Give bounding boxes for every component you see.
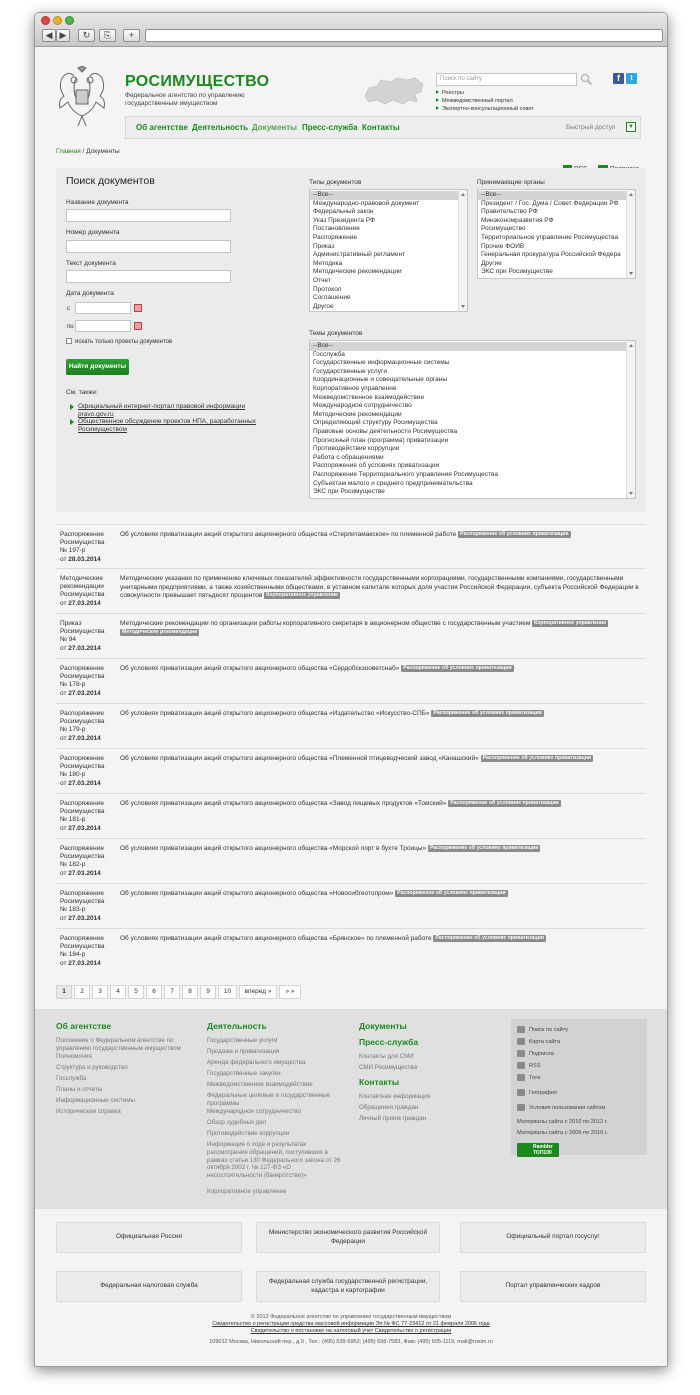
theme-option[interactable]: Правовые основы деятельности Росимущества: [313, 427, 458, 435]
tag-icon[interactable]: [517, 1074, 525, 1081]
doc-title-text[interactable]: Об условиях приватизации акций открытого акционерного общества «Стерлитамакское» по племенной работе: [120, 531, 457, 538]
theme-option[interactable]: ЭКС при Росимуществе: [313, 488, 385, 496]
table-row[interactable]: [56, 658, 646, 703]
footer-link[interactable]: Продажа и приватизация: [207, 1048, 280, 1055]
page-button[interactable]: 2: [74, 985, 90, 999]
share-button[interactable]: ⎘: [99, 29, 116, 42]
doc-number: № 181-р: [60, 816, 86, 824]
doc-date: [60, 645, 120, 653]
type-option[interactable]: --Все--: [310, 191, 467, 200]
doc-type: Распоряжение Росимущества: [60, 935, 105, 951]
only-projects-checkbox[interactable]: искать только проекты документов: [66, 338, 172, 345]
doc-number-label: Номер документа: [66, 229, 120, 236]
rss-icon[interactable]: [517, 1062, 525, 1069]
table-row[interactable]: [56, 613, 646, 658]
type-option[interactable]: Федеральный закон: [313, 208, 374, 216]
doc-date-prefix: от: [60, 869, 69, 877]
doc-tag-badge[interactable]: Методические рекомендации: [122, 628, 198, 635]
doc-meta: [60, 620, 120, 653]
orgs-listbox[interactable]: [477, 189, 636, 279]
doc-number: № 94: [60, 636, 77, 644]
themes-scrollbar[interactable]: [626, 341, 635, 498]
doc-title[interactable]: [120, 890, 642, 899]
brand-subtitle: Федеральное агентство по управлению государственным имуществом: [125, 92, 245, 107]
forward-button[interactable]: ▶: [56, 29, 70, 42]
partner-link[interactable]: Федеральная налоговая служба: [56, 1271, 242, 1302]
date-to-input[interactable]: [75, 320, 131, 332]
footer-link[interactable]: СМИ Росимущества: [359, 1064, 418, 1071]
doc-tag-badge[interactable]: Корпоративное управление: [266, 592, 339, 598]
doc-name-input[interactable]: [66, 209, 231, 222]
site-footer: [35, 1009, 667, 1209]
theme-option[interactable]: Международное сотрудничество: [313, 402, 412, 410]
org-option[interactable]: ЭКС при Росимуществе: [481, 268, 553, 276]
table-row[interactable]: [56, 793, 646, 838]
doc-tag-badge[interactable]: Распоряжение об условиях приватизации: [403, 665, 512, 671]
doc-date: [60, 780, 120, 788]
nav-about[interactable]: Об агентстве: [136, 123, 188, 132]
doc-date-prefix: от: [60, 599, 69, 607]
doc-date-prefix: от: [60, 644, 69, 652]
footer-link[interactable]: Контактная информация: [359, 1093, 431, 1100]
zoom-window-button[interactable]: [65, 16, 74, 25]
footer-link[interactable]: Федеральные целевые и государственные программы: [207, 1092, 330, 1107]
doc-date-value: 27.03.2014: [68, 779, 101, 787]
partner-link[interactable]: Официальная Россия: [56, 1222, 242, 1253]
doc-date: [60, 690, 120, 698]
doc-title[interactable]: [120, 845, 642, 854]
footer-link[interactable]: Личный прием граждан: [359, 1115, 427, 1122]
doc-date-value: 27.03.2014: [68, 599, 101, 607]
type-option[interactable]: Соглашение: [313, 294, 351, 302]
date-from-input[interactable]: [75, 302, 131, 314]
theme-option[interactable]: Распоряжение об условиях приватизации: [313, 462, 440, 470]
doc-meta: [60, 710, 120, 743]
footer-about-title[interactable]: Об агентстве: [56, 1021, 112, 1031]
breadcrumb: Главная / Документы: [56, 148, 120, 155]
theme-option[interactable]: Корпоративное управление: [313, 384, 397, 392]
orgs-scrollbar[interactable]: [626, 190, 635, 278]
doc-tag-badge[interactable]: Распоряжение об условиях приватизации: [460, 531, 569, 537]
rambler-counter[interactable]: Rambler ТОП100: [517, 1143, 559, 1157]
doc-number: № 184-р: [60, 951, 86, 959]
doc-date: [60, 600, 120, 608]
minimize-window-button[interactable]: [53, 16, 62, 25]
doc-date: [60, 870, 120, 878]
doc-title-text[interactable]: Об условиях приватизации акций открытого акционерного общества «Морской порт в бухте Троицы»: [120, 845, 427, 852]
page-button[interactable]: 1: [56, 985, 72, 999]
org-option[interactable]: Генеральная прокуратура Российской Федера: [481, 251, 621, 259]
doc-type: Распоряжение Росимущества: [60, 755, 105, 771]
doc-type: Распоряжение Росимущества: [60, 800, 105, 816]
doc-date: [60, 960, 120, 968]
doc-tag-badge[interactable]: Распоряжение об условиях приватизации: [435, 935, 544, 941]
doc-number: № 178-р: [60, 681, 86, 689]
footer-link[interactable]: Структура и руководство: [56, 1064, 128, 1071]
doc-tag-badge[interactable]: Распоряжение об условиях приватизации: [433, 710, 542, 716]
page-button[interactable]: 3: [92, 985, 108, 999]
search-icon[interactable]: [517, 1026, 525, 1033]
doc-date-value: 27.03.2014: [68, 644, 101, 652]
doc-date-prefix: от: [60, 824, 69, 832]
footer-link[interactable]: Межведомственное взаимодействие: [207, 1081, 313, 1088]
type-option[interactable]: Международно-правовой документ: [313, 199, 420, 207]
pravo-gov-link[interactable]: Официальный интернет-портал правовой информации pravo.gov.ru: [78, 403, 278, 419]
theme-option[interactable]: Межведомственное взаимодействие: [313, 393, 425, 401]
sitemap-icon[interactable]: [517, 1038, 525, 1045]
types-label: Типы документов: [309, 179, 362, 186]
table-row[interactable]: [56, 838, 646, 883]
doc-type: Приказ Росимущества: [60, 620, 105, 636]
breadcrumb-home[interactable]: Главная: [56, 148, 81, 155]
search-icon[interactable]: [580, 73, 593, 86]
type-option[interactable]: Указ Президента РФ: [313, 216, 376, 224]
nav-documents[interactable]: Документы: [252, 123, 297, 132]
page-button[interactable]: 9: [200, 985, 216, 999]
new-tab-button[interactable]: +: [123, 29, 140, 42]
org-option[interactable]: Президент / Гос. Дума / Совет Федерации РФ: [481, 199, 619, 207]
last-page-button[interactable]: » »: [279, 985, 301, 999]
main-nav: [125, 116, 641, 139]
org-option[interactable]: Прочие ФОИВ: [481, 242, 525, 250]
doc-title[interactable]: [120, 710, 642, 719]
footer-service-link[interactable]: Подписка: [529, 1051, 554, 1057]
doc-title-text[interactable]: Об условиях приватизации акций открытого акционерного общества «Племенной птицеводческий завод «Канашский»: [120, 755, 479, 762]
doc-meta: [60, 935, 120, 968]
nav-activity[interactable]: Деятельность: [192, 123, 249, 132]
doc-date: [60, 735, 120, 743]
orgs-label: Принимающие органы: [477, 179, 545, 186]
doc-text-input[interactable]: [66, 270, 231, 283]
table-row[interactable]: [56, 524, 646, 568]
doc-title-text[interactable]: Методические рекомендации по организации работы корпоративного секретаря в акционерном обществе с государственным участием: [120, 620, 531, 627]
footer-service-link[interactable]: Карта сайта: [529, 1039, 561, 1045]
doc-meta: [60, 755, 120, 788]
theme-option[interactable]: Прогнозный план (программа) приватизации: [313, 436, 449, 444]
doc-date-value: 27.03.2014: [68, 734, 101, 742]
org-option[interactable]: Другие: [481, 259, 502, 267]
doc-meta: [60, 665, 120, 698]
next-page-button[interactable]: вперед »: [239, 985, 277, 999]
doc-date-label: Дата документа: [66, 290, 114, 297]
doc-date-prefix: от: [60, 555, 69, 563]
table-row[interactable]: [56, 883, 646, 928]
doc-text-label: Текст документа: [66, 260, 116, 267]
see-also-label: См. также:: [66, 389, 98, 396]
quick-link-portal[interactable]: Межведомственный портал: [436, 98, 513, 104]
footer-link[interactable]: Информация о ходе и результатах рассмотрения обращений, поступивших в рамках статьи 130 Федерального закона от 26 октября 2002 г. № 127-ФЗ «О несостоятельности (банкротстве)»: [207, 1141, 341, 1180]
doc-tag-badge[interactable]: Распоряжение об условиях приватизации: [429, 845, 539, 851]
doc-date: [60, 556, 120, 564]
back-button[interactable]: ◀: [42, 29, 56, 42]
doc-title-text[interactable]: Методические указания по применению ключевых показателей эффективности государственными корпорациями, государственными компаниями, государственными унитарными предприятиями, а также хозяйственными обществами, в уставном капитале которых доля участия Российской Федерации, субъекта Российской Федерации в совокупности превышает пятьдесят процентов: [120, 575, 639, 599]
footer-link[interactable]: Обращения граждан: [359, 1104, 419, 1111]
partner-link[interactable]: Федеральная служба государственной регистрации, кадастра и картографии: [256, 1271, 440, 1302]
doc-number: № 179-р: [60, 726, 86, 734]
doc-title[interactable]: [120, 935, 642, 944]
doc-meta: [60, 531, 120, 564]
theme-option[interactable]: Работа с обращениями: [313, 453, 384, 461]
footer-link[interactable]: Обзор судебных дел: [207, 1119, 267, 1126]
browser-toolbar: [35, 13, 667, 47]
breadcrumb-current: Документы: [86, 148, 120, 155]
doc-title[interactable]: [120, 800, 642, 809]
doc-number: № 180-р: [60, 771, 86, 779]
russia-map-icon[interactable]: [363, 74, 425, 108]
page-button[interactable]: 4: [110, 985, 126, 999]
table-row[interactable]: [56, 703, 646, 748]
copyright: © 2012 Федеральное агентство по управлению государственным имуществом: [250, 1314, 452, 1320]
site-search-input[interactable]: Поиск по сайту: [436, 73, 577, 86]
doc-title-text[interactable]: Об условиях приватизации акций открытого акционерного общества «Новосибгеотопром»: [120, 890, 394, 897]
footer-link[interactable]: Полномочия: [56, 1053, 92, 1060]
footer-link[interactable]: Государственные услуги: [207, 1037, 278, 1044]
footer-contacts-title[interactable]: Контакты: [359, 1077, 400, 1087]
twitter-icon[interactable]: t: [626, 73, 637, 84]
theme-option[interactable]: Субъектам малого и среднего предпринимательства: [313, 479, 473, 487]
themes-listbox[interactable]: [309, 340, 636, 499]
partner-link[interactable]: Министерство экономического развития Российской Федерации: [256, 1222, 440, 1253]
fast-access-dropdown[interactable]: ▼: [626, 122, 636, 132]
footer-link[interactable]: Планы и отчеты: [56, 1086, 103, 1093]
find-documents-button[interactable]: Найти документы: [66, 359, 129, 375]
page-button[interactable]: 8: [182, 985, 198, 999]
footer-link[interactable]: Положение о Федеральном агентстве по управлению государственным имуществом: [56, 1037, 181, 1052]
doc-number-input[interactable]: [66, 240, 231, 253]
doc-type: Распоряжение Росимущества: [60, 710, 105, 726]
doc-date-value: 27.03.2014: [68, 869, 101, 877]
footer-link[interactable]: Международное сотрудничество: [207, 1108, 301, 1115]
document-search-panel: [56, 168, 646, 512]
footer-documents-title[interactable]: Документы: [359, 1021, 407, 1031]
doc-date: [60, 825, 120, 833]
footer-activity-title[interactable]: Деятельность: [207, 1021, 267, 1031]
terms-icon[interactable]: [517, 1104, 525, 1111]
type-option[interactable]: Постановление: [313, 225, 360, 233]
nav-press[interactable]: Пресс-служба: [302, 123, 358, 132]
date-from-label: с: [67, 306, 70, 312]
media-registration-link[interactable]: Свидетельство о регистрации средства массовой информации Эл № ФС 77-23412 от 21 февраля 2006 года: [212, 1321, 490, 1327]
calendar-icon[interactable]: [134, 322, 142, 330]
partner-link[interactable]: Портал управленческих кадров: [460, 1271, 646, 1302]
doc-title[interactable]: [120, 620, 642, 637]
doc-title[interactable]: [120, 531, 642, 540]
doc-date-prefix: от: [60, 914, 69, 922]
footer-service-link[interactable]: Поиск по сайту: [529, 1027, 569, 1033]
doc-meta: [60, 890, 120, 923]
doc-title[interactable]: [120, 575, 642, 601]
type-option[interactable]: Приказ: [313, 242, 335, 250]
theme-option[interactable]: Определяющий структуру Росимущества: [313, 419, 438, 427]
type-option[interactable]: Административный регламент: [313, 251, 406, 259]
footer-link[interactable]: Корпоративное управление: [207, 1188, 287, 1195]
footer-link[interactable]: Госслужба: [56, 1075, 87, 1082]
theme-option[interactable]: Государственные информационные системы: [313, 359, 450, 367]
doc-title-text[interactable]: Об условиях приватизации акций открытого акционерного общества «Сердобскзооветснаб»: [120, 665, 400, 672]
doc-number: № 182-р: [60, 861, 86, 869]
theme-option[interactable]: Госслужба: [313, 350, 345, 358]
table-row[interactable]: [56, 928, 646, 973]
doc-title-text[interactable]: Об условиях приватизации акций открытого акционерного общества «Издательство «Искусство-СПБ»: [120, 710, 430, 717]
doc-title[interactable]: [120, 755, 642, 764]
org-option[interactable]: Правительство РФ: [481, 208, 538, 216]
theme-option[interactable]: Координационные и совещательные органы: [313, 376, 448, 384]
fast-access-label: Быстрый доступ: [566, 124, 616, 131]
table-row[interactable]: [56, 748, 646, 793]
type-option[interactable]: Протокол: [313, 285, 342, 293]
page-button[interactable]: 6: [146, 985, 162, 999]
theme-option[interactable]: --Все--: [310, 342, 635, 351]
doc-date-prefix: от: [60, 689, 69, 697]
page-button[interactable]: 7: [164, 985, 180, 999]
browser-window: [34, 12, 668, 1367]
doc-date-prefix: от: [60, 734, 69, 742]
doc-meta: [60, 800, 120, 833]
theme-option[interactable]: Противодействие коррупции: [313, 445, 400, 453]
doc-tag-badge[interactable]: Распоряжение об условиях приватизации: [482, 755, 592, 761]
types-scrollbar[interactable]: [458, 190, 467, 311]
footer-service-link[interactable]: Теги: [529, 1075, 541, 1081]
archive-link[interactable]: Материалы сайта с 2006 по 2010 г.: [517, 1130, 608, 1136]
table-row[interactable]: [56, 568, 646, 613]
doc-number: № 197-р: [60, 547, 86, 555]
doc-date-prefix: от: [60, 779, 69, 787]
footer-service-box: [511, 1019, 647, 1155]
footer-link[interactable]: Аренда федерального имущества: [207, 1059, 306, 1066]
doc-title-text[interactable]: Об условиях приватизации акций открытого акционерного общества «Завод пищевых продуктов «Томский»: [120, 800, 447, 807]
checkbox-icon[interactable]: [66, 338, 72, 344]
org-option[interactable]: Минэкономразвития РФ: [481, 216, 554, 224]
type-option[interactable]: Распоряжение: [313, 233, 357, 241]
page-button[interactable]: 10: [218, 985, 237, 999]
doc-title-text[interactable]: Об условиях приватизации акций открытого акционерного общества «Брянское» по племенной работе: [120, 935, 432, 942]
nav-contacts[interactable]: Контакты: [362, 123, 400, 132]
search-title: Поиск документов: [66, 175, 155, 187]
org-option[interactable]: --Все--: [478, 191, 635, 200]
doc-date-value: 27.03.2014: [68, 959, 101, 967]
doc-type: Распоряжение Росимущества: [60, 531, 105, 547]
doc-meta: [60, 845, 120, 878]
footer-service-link[interactable]: RSS: [529, 1063, 541, 1069]
type-option[interactable]: Методика: [313, 259, 343, 267]
footer-link[interactable]: Контакты для СМИ: [359, 1053, 414, 1060]
archive-link[interactable]: Материалы сайта с 2010 по 2012 г.: [517, 1119, 608, 1125]
tax-registration-links[interactable]: Свидетельство о постановке на налоговый учет Свидетельство о регистрации: [250, 1328, 452, 1334]
geo-pin-icon[interactable]: [517, 1089, 525, 1096]
doc-number: № 183-р: [60, 906, 86, 914]
doc-date-value: 28.03.2014: [68, 555, 101, 563]
footer-service-link[interactable]: География: [529, 1090, 557, 1096]
doc-tag-badge[interactable]: Распоряжение об условиях приватизации: [450, 800, 559, 806]
doc-tag-badge[interactable]: Корпоративное управление: [534, 620, 607, 626]
doc-type: Методические рекомендации Росимущества: [60, 575, 105, 599]
theme-option[interactable]: Распоряжение Территориального управления Росимущества: [313, 470, 498, 478]
org-option[interactable]: Территориальное управление Росимущества: [481, 233, 619, 241]
doc-type: Распоряжение Росимущества: [60, 665, 105, 681]
doc-type: Распоряжение Росимущества: [60, 890, 105, 906]
type-option[interactable]: Методические рекомендации: [313, 268, 402, 276]
type-option[interactable]: Другое: [313, 302, 334, 310]
types-listbox[interactable]: [309, 189, 468, 312]
page-button[interactable]: 5: [128, 985, 144, 999]
calendar-icon[interactable]: [134, 304, 142, 312]
close-window-button[interactable]: [41, 16, 50, 25]
quick-link-registries[interactable]: Реестры: [436, 90, 464, 96]
doc-title[interactable]: [120, 665, 642, 674]
footer-link[interactable]: Противодействие коррупции: [207, 1130, 290, 1137]
doc-date-value: 27.03.2014: [68, 914, 101, 922]
date-to-label: по: [67, 324, 74, 330]
mail-icon[interactable]: [517, 1050, 525, 1057]
address-bar[interactable]: [145, 29, 663, 42]
doc-date-value: 27.03.2014: [68, 824, 101, 832]
footer-link[interactable]: Информационные системы: [56, 1097, 135, 1104]
contact-address: 109012 Москва, Никольский пер., д.9 , Тел.: (495) 539-5952; (495) 698-7583, Факс (495) 605-1119, mail@rosim.ru: [209, 1339, 493, 1345]
footer-link[interactable]: Историческая справка: [56, 1108, 121, 1115]
facebook-icon[interactable]: f: [613, 73, 624, 84]
doc-tag-badge[interactable]: Распоряжение об условиях приватизации: [397, 890, 506, 896]
doc-name-label: Название документа: [66, 199, 129, 206]
themes-label: Темы документов: [309, 330, 363, 337]
doc-meta: [60, 575, 120, 608]
doc-date-value: 27.03.2014: [68, 689, 101, 697]
footer-press-title[interactable]: Пресс-служба: [359, 1037, 419, 1047]
doc-type: Распоряжение Росимущества: [60, 845, 105, 861]
theme-option[interactable]: Методические рекомендации: [313, 410, 402, 418]
page: [35, 48, 667, 1367]
footer-service-link[interactable]: Условия пользования сайтом: [529, 1105, 606, 1111]
doc-date-prefix: от: [60, 959, 69, 967]
emblem-logo[interactable]: [54, 66, 110, 128]
org-option[interactable]: Росимущество: [481, 225, 526, 233]
type-option[interactable]: Отчет: [313, 276, 331, 284]
doc-date: [60, 915, 120, 923]
theme-option[interactable]: Государственные услуги: [313, 367, 387, 375]
quick-link-council[interactable]: Экспертно-консультационный совет: [436, 106, 534, 112]
partner-links: [35, 1209, 667, 1309]
brand-title[interactable]: РОСИМУЩЕСТВО: [125, 73, 270, 90]
reload-button[interactable]: ↻: [78, 29, 95, 42]
npa-discussion-link[interactable]: Общественное обсуждение проектов НПА, разработанных Росимуществом: [78, 418, 268, 434]
footer-link[interactable]: Государственные закупки: [207, 1070, 281, 1077]
partner-link[interactable]: Официальный портал госуслуг: [460, 1222, 646, 1253]
